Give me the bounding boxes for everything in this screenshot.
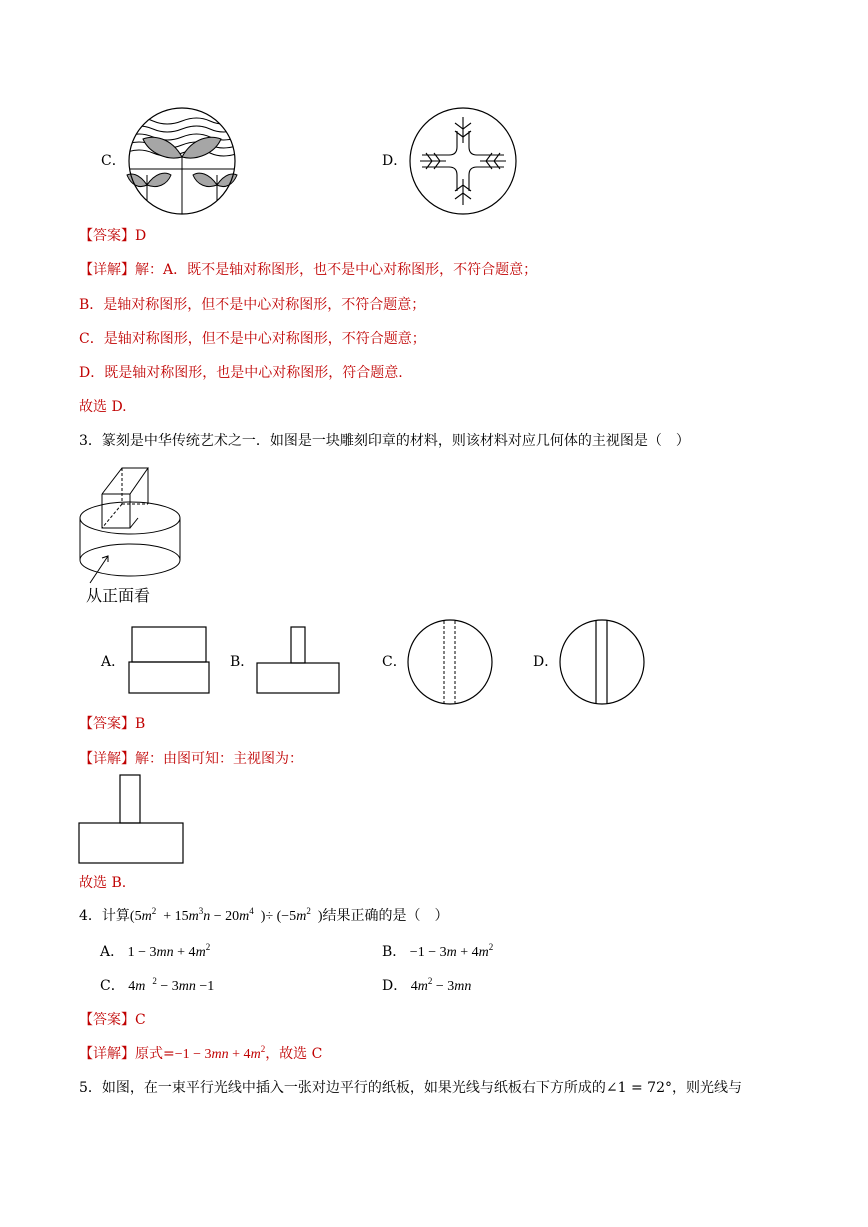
- q4-option-label: D．: [382, 978, 408, 994]
- q4-option-label: C．: [100, 978, 125, 994]
- q2-detail-line: B．是轴对称图形，但不是中心对称图形，不符合题意；: [79, 297, 426, 313]
- q3-conclusion: 故选 B.: [79, 875, 127, 891]
- q2-option-c-label: C．: [101, 153, 126, 169]
- q4-option-label: B．: [382, 944, 407, 960]
- q3-option-c-label: C．: [382, 654, 407, 670]
- q4-stem-prefix: 4．计算: [79, 908, 130, 924]
- q4-detail-suffix: ，故选 C: [265, 1046, 323, 1062]
- q3-option-d-label: D．: [533, 654, 559, 670]
- q4-option-d-expression: $4m^2 - 3mn$: [407, 976, 472, 994]
- q4-detail-prefix: 【详解】原式=: [79, 1046, 175, 1062]
- q3-view-caption: 从正面看: [86, 586, 151, 605]
- q2-detail-line: 【详解】解：A．既不是轴对称图形，也不是中心对称图形，不符合题意；: [79, 262, 538, 278]
- q4-answer: 【答案】C: [79, 1012, 146, 1028]
- q4-option-b-expression: $-1 - 3m + 4m^2$: [406, 942, 494, 960]
- q4-option-a: [100, 943, 210, 962]
- q4-detail-expression: $-1 - 3mn + 4m^2$: [174, 1044, 266, 1062]
- q2-option-c-figure: [125, 107, 239, 215]
- q3-detail: 【详解】解：由图可知：主视图为：: [79, 751, 303, 767]
- q3-seal-figure: [78, 466, 182, 586]
- q2-option-d-label: D．: [382, 153, 408, 169]
- q4-detail: [79, 1045, 322, 1064]
- q4-option-c: [100, 977, 214, 996]
- q3-option-b-figure: [256, 626, 342, 694]
- q2-detail-line: D．既是轴对称图形，也是中心对称图形，符合题意.: [79, 365, 403, 381]
- q4-stem-suffix: 结果正确的是（ ）: [322, 908, 449, 924]
- q4-option-b: [382, 943, 493, 962]
- q3-stem: 3．篆刻是中华传统艺术之一．如图是一块雕刻印章的材料，则该材料对应几何体的主视图是（ ）: [79, 433, 690, 449]
- q4-option-a-expression: $1 - 3mn + 4m^2$: [124, 942, 211, 960]
- q3-answer: 【答案】B: [79, 716, 146, 732]
- q4-option-label: A．: [100, 944, 125, 960]
- q4-option-c-expression: 4m $^2$ − 3mn −1: [124, 976, 215, 994]
- q2-conclusion: 故选 D.: [79, 399, 127, 415]
- q5-stem: 5．如图，在一束平行光线中插入一张对边平行的纸板，如果光线与纸板右下方所成的∠1 = 72°，则光线与: [79, 1080, 742, 1096]
- q2-answer: 【答案】D: [79, 228, 147, 244]
- q4-option-d: [382, 977, 471, 996]
- q3-option-a-figure: [128, 626, 212, 694]
- q4-expression: ($5m^2 + 15m^3n - 20m^4$ )÷ ($-5m^2$ ): [129, 906, 323, 924]
- q2-detail-line: C．是轴对称图形，但不是中心对称图形，不符合题意；: [79, 331, 426, 347]
- q4-stem: [79, 907, 448, 926]
- q2-option-d-figure: [408, 107, 518, 215]
- q3-option-a-label: A．: [101, 654, 126, 670]
- q3-option-c-figure: [407, 619, 493, 705]
- q3-option-b-label: B．: [230, 654, 255, 670]
- q3-solution-figure: [78, 774, 186, 866]
- q3-option-d-figure: [559, 619, 645, 705]
